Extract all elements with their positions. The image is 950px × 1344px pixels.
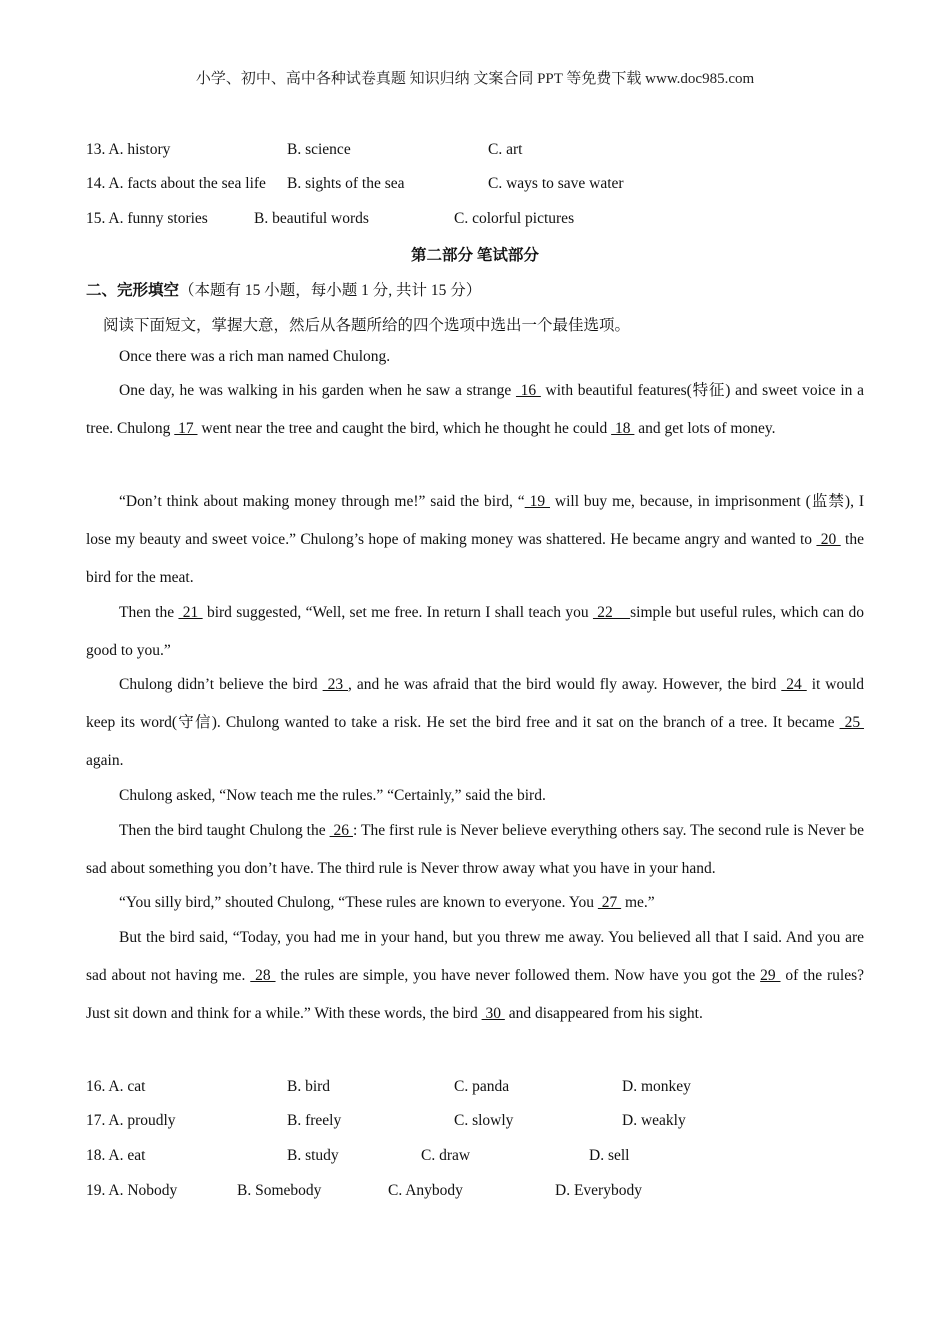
q19-option-a: 19. A. Nobody	[86, 1182, 178, 1199]
passage-paragraph-7: Then the bird taught Chulong the 26 : The first rule is Never believe everything others say. The second rule is Never be sad about something you don’t have. The third rule is Never throw away what you have in your hand.	[86, 822, 864, 877]
passage-paragraph-3: “Don’t think about making money through me!” said the bird, “ 19 will buy me, because, in imprisonment (监禁), I lose my beauty and sweet voice.” Chulong’s hope of making money was shattered. He became angry and wanted to 20 the bird for the meat.	[86, 493, 865, 586]
q18-option-a: 18. A. eat	[86, 1147, 146, 1164]
blank-17: 17	[174, 420, 198, 437]
blank-27: 27	[597, 894, 622, 911]
passage-paragraph-5: Chulong didn’t believe the bird 23 , and he was afraid that the bird would fly away. However, the bird 24 it would keep its word(守信). Chulong wanted to take a risk. He set the bird free and it sat on the branch of a tree. It became 25 again.	[86, 676, 865, 769]
blank-25: 25	[839, 714, 864, 731]
q17-option-c: C. slowly	[454, 1112, 514, 1129]
blank-28: 28	[250, 967, 276, 984]
passage-paragraph-2: One day, he was walking in his garden when he saw a strange 16 with beautiful features(特征) and sweet voice in a tree. Chulong 17 went near the tree and caught the bird, which he thought he could 18 and get lots of money.	[86, 382, 865, 437]
q17-option-d: D. weakly	[622, 1112, 686, 1129]
passage-paragraph-4: Then the 21 bird suggested, “Well, set me free. In return I shall teach you 22 simple but useful rules, which can do good to you.”	[86, 604, 865, 659]
passage-paragraph-1: Once there was a rich man named Chulong.	[119, 348, 391, 365]
blank-21: 21	[178, 604, 203, 621]
blank-23: 23	[322, 676, 349, 693]
q14-option-a: 14. A. facts about the sea life	[86, 175, 266, 192]
blank-20: 20	[816, 531, 841, 548]
blank-30: 30	[481, 1005, 505, 1022]
q15-option-a: 15. A. funny stories	[86, 210, 208, 227]
blank-16: 16	[515, 382, 541, 399]
q13-option-b: B. science	[287, 141, 351, 158]
q13-option-c: C. art	[488, 141, 523, 158]
q17-option-b: B. freely	[287, 1112, 342, 1129]
part-two-title: 第二部分 笔试部分	[411, 247, 539, 264]
q19-option-b: B. Somebody	[237, 1182, 322, 1199]
q16-option-c: C. panda	[454, 1078, 510, 1095]
cloze-instruction: 阅读下面短文，掌握大意，然后从各题所给的四个选项中选出一个最佳选项。	[103, 317, 631, 334]
cloze-heading-note: （本题有 15 小题，每小题 1 分, 共计 15 分）	[179, 282, 482, 299]
q18-option-b: B. study	[287, 1147, 339, 1164]
q16-option-b: B. bird	[287, 1078, 331, 1095]
q14-option-c: C. ways to save water	[488, 175, 624, 192]
blank-26: 26	[329, 822, 353, 839]
q19-option-c: C. Anybody	[388, 1182, 463, 1199]
blank-19: 19	[524, 493, 550, 510]
q14-option-b: B. sights of the sea	[287, 175, 405, 192]
q18-option-d: D. sell	[589, 1147, 630, 1164]
cloze-heading-label: 二、完形填空	[86, 282, 180, 299]
blank-22: 22	[592, 604, 631, 621]
q16-option-a: 16. A. cat	[86, 1078, 146, 1095]
q18-option-c: C. draw	[421, 1147, 471, 1164]
passage-paragraph-8: “You silly bird,” shouted Chulong, “These rules are known to everyone. You 27 me.”	[119, 894, 655, 911]
passage-paragraph-6: Chulong asked, “Now teach me the rules.” “Certainly,” said the bird.	[119, 787, 546, 804]
blank-24: 24	[781, 676, 807, 693]
q19-option-d: D. Everybody	[555, 1182, 642, 1199]
page-header-watermark: 小学、初中、高中各种试卷真题 知识归纳 文案合同 PPT 等免费下载 www.doc985.com	[195, 71, 755, 87]
q15-option-c: C. colorful pictures	[454, 210, 575, 227]
cloze-heading	[86, 278, 481, 300]
passage-paragraph-9: But the bird said, “Today, you had me in your hand, but you threw me away. You believed all that I said. And you are sad about not having me. 28 the rules are simple, you have never followed them. Now have you got the 29 of the rules? Just sit down and think for a while.” With these words, the bird 30 and disappeared from his sight.	[86, 929, 864, 1022]
q13-option-a: 13. A. history	[86, 141, 171, 158]
q15-option-b: B. beautiful words	[254, 210, 369, 227]
blank-29: 29	[760, 967, 781, 984]
q17-option-a: 17. A. proudly	[86, 1112, 176, 1129]
blank-18: 18	[611, 420, 635, 437]
q16-option-d: D. monkey	[622, 1078, 691, 1095]
